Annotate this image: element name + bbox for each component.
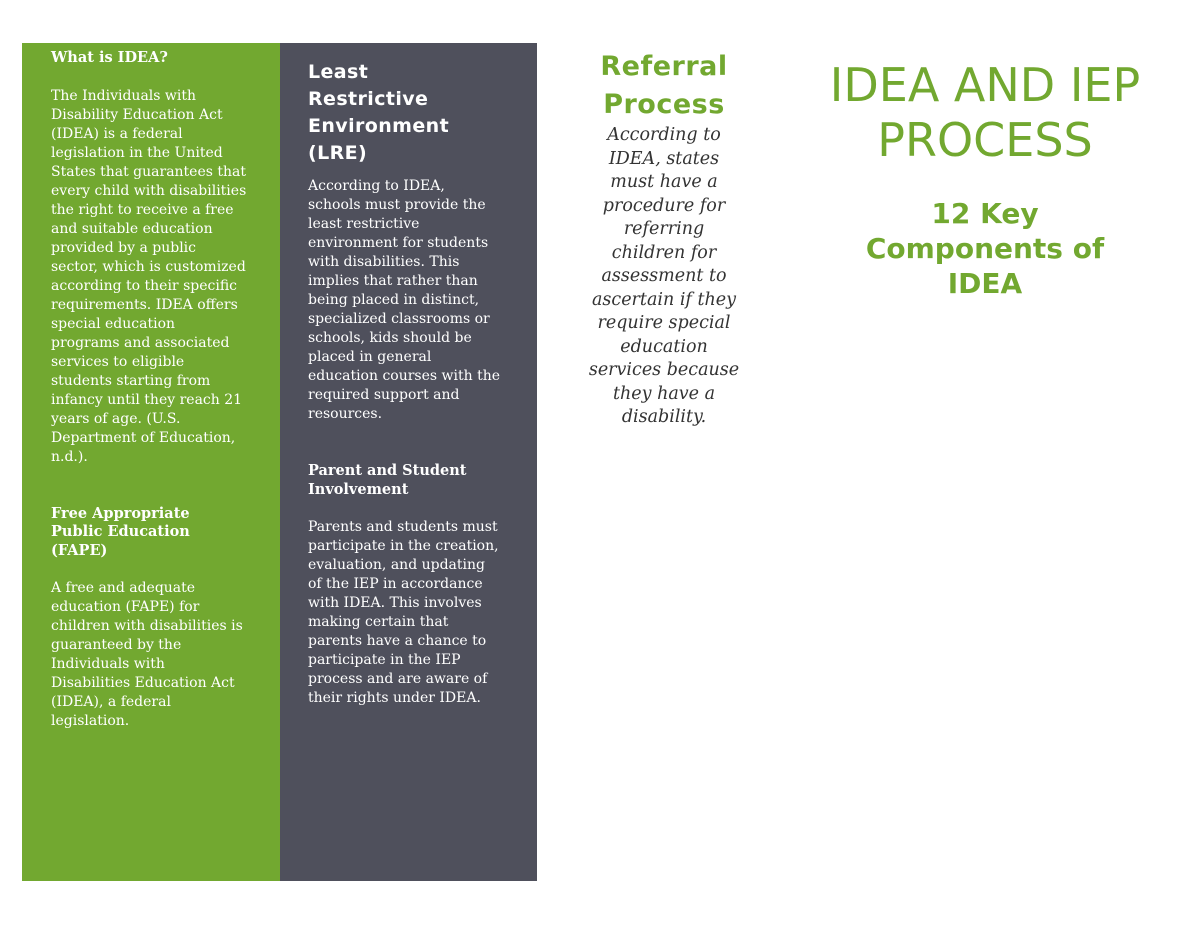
lre-text-line: required support and (308, 387, 460, 403)
parent-student-text-line: of the IEP in accordance (308, 576, 483, 592)
what-is-idea-text-line: requirements. IDEA offers (51, 296, 238, 313)
referral-title-line: Referral (600, 51, 728, 82)
fape-heading-line: (FAPE) (51, 541, 108, 559)
fape-text (51, 579, 280, 731)
lre-text-line: According to IDEA, (308, 178, 445, 194)
referral-text-line: education (620, 336, 708, 357)
referral-text-line: assessment to (601, 266, 727, 286)
what-is-idea-text-line: years of age. (U.S. (51, 410, 181, 427)
lre-text (308, 177, 537, 424)
cover-subtitle (820, 196, 1150, 301)
referral-text-line: children for (611, 242, 717, 263)
what-is-idea-text-line: States that guarantees that (51, 163, 247, 180)
what-is-idea-text-line: provided by a public (51, 239, 196, 256)
fape-text-line: legislation. (51, 713, 130, 729)
parent-student-text-line: participate in the creation, (308, 538, 499, 554)
lre-text-line: least restrictive (308, 216, 420, 232)
what-is-idea-text-line: legislation in the United (51, 144, 223, 161)
parent-student-text-line: their rights under IDEA. (308, 690, 481, 706)
lre-text-line: specialized classrooms or (308, 311, 490, 327)
what-is-idea-text-line: according to their specific (51, 277, 237, 294)
parent-student-text-line: Parents and students must (308, 519, 498, 535)
cover-title-line: IDEA AND IEP (829, 58, 1141, 112)
lre-text-line: implies that rather than (308, 273, 478, 289)
fape-text-line: education (FAPE) for (51, 599, 200, 615)
fape-text-line: guaranteed by the (51, 637, 182, 653)
lre-heading-line: Least (308, 61, 369, 83)
referral-text-line: IDEA, states (608, 148, 720, 169)
what-is-idea-text-line: programs and associated (51, 334, 230, 351)
referral-title-line: Process (603, 89, 725, 120)
green-column (22, 43, 280, 881)
fape-heading (51, 505, 280, 561)
what-is-idea-text-line: n.d.). (51, 448, 88, 465)
what-is-idea-text-line: students starting from (51, 372, 211, 389)
cover-section (820, 58, 1150, 301)
lre-text-line: schools, kids should be (308, 330, 472, 346)
parent-student-heading-line: Involvement (308, 480, 409, 498)
fape-text-line: Individuals with (51, 656, 165, 672)
lre-heading (308, 59, 508, 167)
what-is-idea-text-line: The Individuals with (51, 87, 197, 104)
cover-title-line: PROCESS (877, 113, 1093, 167)
referral-text-line: procedure for (602, 195, 726, 216)
lre-text-line: environment for students (308, 235, 489, 251)
what-is-idea-text-line: infancy until they reach 21 (51, 391, 243, 408)
lre-heading-line: Environment (308, 115, 450, 137)
parent-student-text-line: evaluation, and updating (308, 557, 485, 573)
referral-section (588, 48, 740, 430)
fape-text-line: (IDEA), a federal (51, 694, 171, 710)
cover-subtitle-line: 12 Key (931, 197, 1039, 230)
cover-subtitle-line: Components of (865, 232, 1105, 265)
lre-heading-line: (LRE) (308, 142, 368, 164)
what-is-idea-heading: What is IDEA? (51, 49, 168, 66)
parent-student-text-line: process and are aware of (308, 671, 488, 687)
referral-title (588, 48, 740, 124)
what-is-idea-text-line: the right to receive a free (51, 201, 234, 218)
cover-title (820, 58, 1150, 168)
what-is-idea-text-line: special education (51, 315, 176, 332)
parent-student-text (308, 518, 537, 708)
lre-heading-line: Restrictive (308, 88, 429, 110)
what-is-idea-text-line: services to eligible (51, 353, 185, 370)
parent-student-text-line: parents have a chance to (308, 633, 487, 649)
referral-text-line: disability. (621, 407, 707, 427)
what-is-idea-text-line: and suitable education (51, 220, 213, 237)
referral-text-line: must have a (610, 172, 718, 192)
lre-text-line: schools must provide the (308, 197, 486, 213)
referral-text-line: services because (588, 360, 740, 380)
referral-text-line: According to (607, 125, 721, 145)
what-is-idea-text (51, 87, 280, 467)
lre-text-line: with disabilities. This (308, 254, 460, 270)
referral-text-line: referring (623, 219, 705, 239)
parent-student-heading-line: Parent and Student (308, 462, 467, 479)
what-is-idea-text-line: sector, which is customized (51, 258, 246, 275)
what-is-idea-text-line: every child with disabilities (51, 182, 247, 199)
referral-text (588, 124, 740, 430)
slate-column (280, 43, 537, 881)
lre-text-line: being placed in distinct, (308, 292, 480, 308)
referral-text-line: they have a (612, 383, 716, 404)
parent-student-text-line: making certain that (308, 614, 449, 630)
fape-text-line: Disabilities Education Act (51, 675, 235, 691)
parent-student-text-line: participate in the IEP (308, 652, 461, 668)
what-is-idea-text-line: (IDEA) is a federal (51, 125, 183, 142)
fape-text-line: A free and adequate (51, 580, 196, 596)
lre-text-line: resources. (308, 406, 383, 422)
referral-text-line: require special (597, 313, 731, 333)
parent-student-text-line: with IDEA. This involves (308, 595, 482, 611)
parent-student-heading (308, 462, 537, 499)
cover-subtitle-line: IDEA (947, 267, 1023, 300)
what-is-idea-text-line: Disability Education Act (51, 106, 223, 123)
lre-text-line: education courses with the (308, 368, 501, 384)
fape-text-line: children with disabilities is (51, 618, 243, 634)
referral-text-line: ascertain if they (591, 289, 737, 310)
lre-text-line: placed in general (308, 349, 432, 365)
fape-heading-line: Free Appropriate (51, 504, 190, 522)
what-is-idea-text-line: Department of Education, (51, 429, 236, 446)
fape-heading-line: Public Education (51, 523, 190, 540)
